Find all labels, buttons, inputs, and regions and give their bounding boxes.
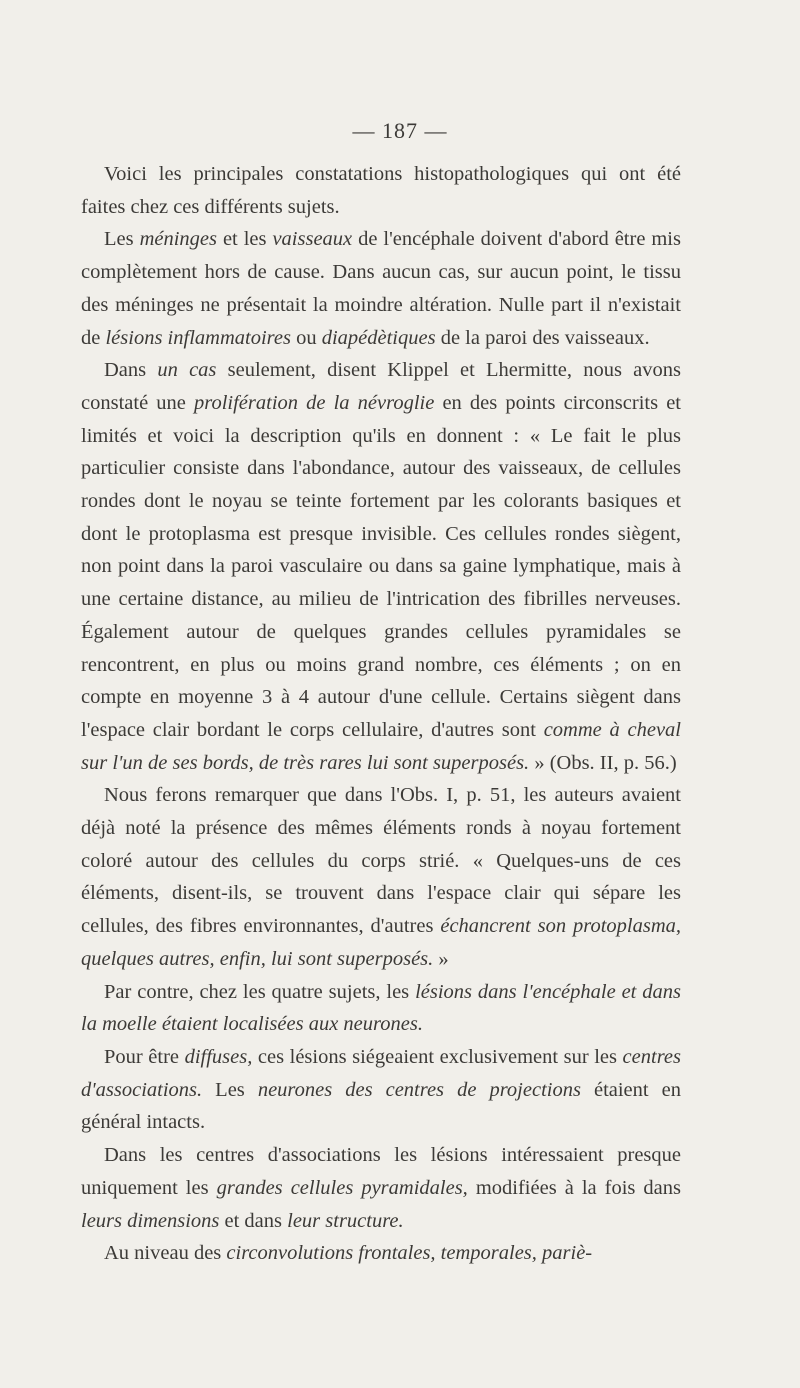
text-run: Pour être [104,1045,185,1068]
italic-run: lésions inflammatoires [105,326,291,349]
paragraph [81,223,681,354]
paragraph [81,1139,681,1237]
italic-run: comme à cheval sur l'un de ses bords, de très rares lui sont superposés. [81,718,681,774]
paragraph [81,354,681,779]
page-number: — 187 — [352,118,448,143]
text-run: Au niveau des [104,1242,227,1265]
text-run: étaient en général intacts. [81,1078,681,1134]
text-run: en des points circonscrits et limités et voici la description qu'ils en donnent : « Le fait le plus particulier consiste dans l'abondance, autour des vaisseaux, de cellules rondes dont le noyau se teinte fortement par les colorants basiques et dont le protoplasma est presque invisible. Ces cellules rondes siègent, non point dans la paroi vasculaire ou dans sa gaine lymphatique, mais à une certaine distance, au milieu de l'intrication des fibrilles nerveuses. Également autour de quelques grandes cellules pyramidales se rencontrent, en plus ou moins grand nombre, ces éléments ; on en compte en moyenne 3 à 4 autour d'une cellule. Certains siègent dans l'espace clair bordant le corps cellulaire, d'autres sont [81,391,681,741]
text-run: Par contre, chez les quatre sujets, les [104,980,416,1003]
text-run: et les [217,228,273,251]
text-run: et dans [219,1209,288,1232]
paragraph [81,158,681,223]
text-run: de la paroi des vaisseaux. [435,326,650,349]
italic-run: neurones des centres de projections [257,1078,581,1101]
italic-run: vaisseaux [272,228,353,251]
italic-run: circonvolutions frontales, temporales, pariè- [226,1242,593,1265]
paragraph [81,1041,681,1139]
text-run: Les [104,228,140,251]
italic-run: leur structure. [287,1209,404,1232]
text-run: ces lésions siégeaient exclusivement sur les [252,1045,623,1068]
text-run: de l'encéphale doivent d'abord être mis complètement hors de cause. Dans aucun cas, sur aucun point, le tissu des méninges ne présentait la moindre altération. Nulle part il n'existait de [81,228,681,349]
text-run: » (Obs. II, p. 56.) [529,751,677,774]
italic-run: diapédètiques [321,326,436,349]
text-run: » [433,947,449,970]
italic-run: diffuses, [184,1045,253,1068]
italic-run: centres d'associations. [81,1045,681,1101]
text-run: Dans les centres d'associations les lésions intéressaient presque uniquement les [81,1144,681,1199]
text-run: Voici les principales constatations histopathologiques qui ont été faites chez ces différents sujets. [81,163,681,218]
paragraph [81,976,681,1041]
text-run: seulement, disent Klippel et Lhermitte, nous avons constaté une [81,359,681,414]
paragraph [81,779,681,975]
text-run: modifiées à la fois dans [467,1176,682,1199]
text-run: Les [202,1078,258,1101]
italic-run: méninges [139,228,217,251]
text-run: ou [290,326,322,349]
italic-run: échancrent son protoplasma, quelques autres, enfin, lui sont superposés. [81,915,681,970]
italic-run: leurs dimensions [81,1209,220,1232]
italic-run: lésions dans l'encéphale et dans la moelle étaient localisées aux neurones. [81,980,681,1036]
text-run: Nous ferons remarquer que dans l'Obs. I, p. 51, les auteurs avaient déjà noté la présence des mêmes éléments ronds à noyau fortement coloré autour des cellules du corps strié. « Quelques-uns de ces éléments, disent-ils, se trouvent dans l'espace clair qui sépare les cellules, des fibres environnantes, d'autres [81,784,681,938]
paragraph [81,1237,681,1270]
italic-run: grandes cellules pyramidales, [216,1176,468,1199]
italic-run: un cas [157,359,217,382]
text-run: Dans [104,359,158,382]
body-text [81,158,681,1270]
italic-run: prolifération de la névroglie [194,391,435,414]
